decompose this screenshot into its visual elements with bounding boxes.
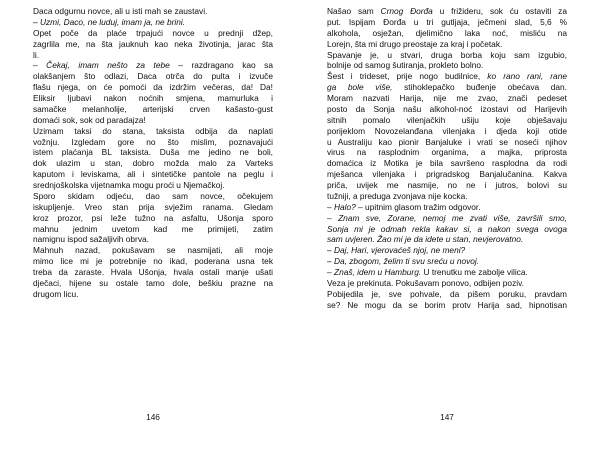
text-line: dječaci, hijene su ostale tamo dole, beškiu prazne na (33, 277, 273, 288)
text-line: – Znaš, idem u Hamburg. U trenutku me zabolje vilica. (327, 267, 528, 277)
text-line: Eliksir ljubavi nakon noćnih smjena, mamurluka i (33, 93, 273, 103)
left-page (33, 6, 273, 300)
text-line: li. (33, 49, 40, 60)
text-line: drugom licu. (33, 288, 79, 299)
text-line: se? Ne mogu da se borim protv Harija sad, hipnotisan (327, 299, 567, 310)
text-line: ga bole više, stihoklepačko buđenje obećava dan. (327, 82, 567, 93)
text-line: mahnu jednim uvetom kad me primijeti, zatim (33, 223, 273, 234)
text-line: kroz prozor, psi leže tužno na asfaltu, Ušonja sporo (33, 212, 273, 223)
text-line: Sporo skidam odjeću, dao sam novce, očekujem (33, 190, 273, 201)
text-line: Opet poče da plaće trpajući novce u prednji džep, (33, 27, 273, 38)
text-line: sam uvjeren. Žao mi je da idete u stan, nevjerovatno. (327, 234, 524, 245)
text-line: put. Ispijam Đorđa u tri gutljaja, ječmeni slad, 5,6 % (327, 16, 567, 27)
text-line: olakšanjem što odlazi, Daca otrča do pulta i izvuče (33, 71, 273, 82)
left-page-number: 146 (146, 412, 160, 422)
text-line: Našao sam Crnog Đorđa u frižideru, sok ću ostaviti za (327, 6, 567, 16)
text-line: – Uzmi, Daco, ne luduj, imam ja, ne brini. (33, 16, 186, 27)
text-line: srednjoškolska vijetnamka mogu proći u Njemačkoj. (33, 180, 225, 190)
text-line: Sonja mi je odmah rekla kakav si, a nakon svega ovoga (327, 223, 567, 234)
text-line: Spavanje je, u stvari, druga borba koju sam izgubio, (327, 49, 567, 60)
text-line: Šest i trideset, prije nogo budilnice, ko rano rani, rane (327, 71, 567, 82)
text-line: treba da zaraste. Hvala Ušonja, hvala ostali manje ušati (33, 267, 273, 277)
text-line: domaći sok, sok od paradajza! (33, 114, 146, 125)
text-line: posto da Sonja našu alkohol-noć izostavi od Harijevih (327, 103, 567, 114)
right-page (327, 6, 567, 311)
text-line: zagrlila me, na šta jauknuh kao neka životinja, jarac šta (33, 38, 273, 49)
text-line: Lorejn, šta mi drugo preostaje za kraj i početak. (327, 38, 503, 49)
text-line: vožnju. Izgledam gore no što mislim, poznavajući (33, 136, 273, 147)
text-line: sitnih pomalo vilenjačkih ušiju koje obješavaju (327, 114, 567, 125)
text-line: porijeklom Novozelanđana vilenjaka i djeda koji otide (327, 125, 567, 136)
text-line: Mahnuh nazad, pokušavam se nasmijati, ali moje (33, 245, 273, 256)
right-page-number: 147 (440, 412, 454, 422)
text-line: – Daj, Hari, vjerovaćeš njoj, ne meni? (327, 245, 466, 256)
text-line: – Halo? – upitnim glasom tražim odgovor. (327, 201, 481, 212)
text-line: bolnije od samog šutiranja, prokleto bolno. (327, 60, 484, 71)
text-line: u Australiju kao pionir Banjaluke i vrati se noseći njihov (327, 136, 567, 147)
text-line: flašu njega, on će pomoći da izdržim večeras, da! Da! (33, 82, 273, 93)
text-line: priča, uvijek me nasmije, no ne i jutros, bolovi su (327, 180, 567, 190)
text-line: namignu ispod sažaljivih obrva. (33, 234, 149, 245)
text-line: virus na rasplodnim organima, a majka, priprosta (327, 147, 567, 158)
text-line: Moram nazvati Harija, nije me zvao, znači pedeset (327, 93, 567, 103)
text-line: – Čekaj, imam nešto za tebe – razdragano kao sa (33, 60, 273, 71)
text-line: tužniji, a preduga zvonjava nije kocka. (327, 190, 468, 201)
text-line: domaćica iz Motika je bila savršeno rasplodna da rodi (327, 158, 567, 169)
text-line: – Da, zbogom, želim ti svu sreću u novoj. (327, 256, 480, 267)
text-line: mimo lice mi je potrebnije no ikad, poderana usna tek (33, 256, 273, 267)
text-line: kaputom i leviskama, ali i sintetičke pantole na peglu i (33, 169, 273, 180)
text-line: alkohola, osježan, djelimično laka noć, misliću na (327, 27, 567, 38)
text-line: – Znam sve, Zorane, nemoj me zvati više, završili smo, (327, 212, 567, 223)
text-line: dok ulazim u stan, dobro možda malo za Varteks (33, 158, 273, 169)
text-line: Pobijedila je, sve pohvale, da pišem poruku, pravdam (327, 288, 567, 299)
text-line: Uzimam taksi do stana, taksista odbija da naplati (33, 125, 273, 136)
text-line: samačke melanholije, arterijski crven kašasto-gust (33, 103, 273, 114)
text-line: mješanca vilenjaka i prigradskog Banjalučanina. Kakva (327, 169, 567, 180)
text-line: iskupljenje. Vreo stan prija svježim ranama. Gledam (33, 201, 273, 212)
text-line: Veza je prekinuta. Pokušavam ponovo, odbijen poziv. (327, 277, 524, 288)
text-line: istem plaćanja BL taksista. Duša me jedino ne boli, (33, 147, 273, 158)
text-line: Daca odgurnu novce, ali u isti mah se zaustavi. (33, 6, 208, 16)
